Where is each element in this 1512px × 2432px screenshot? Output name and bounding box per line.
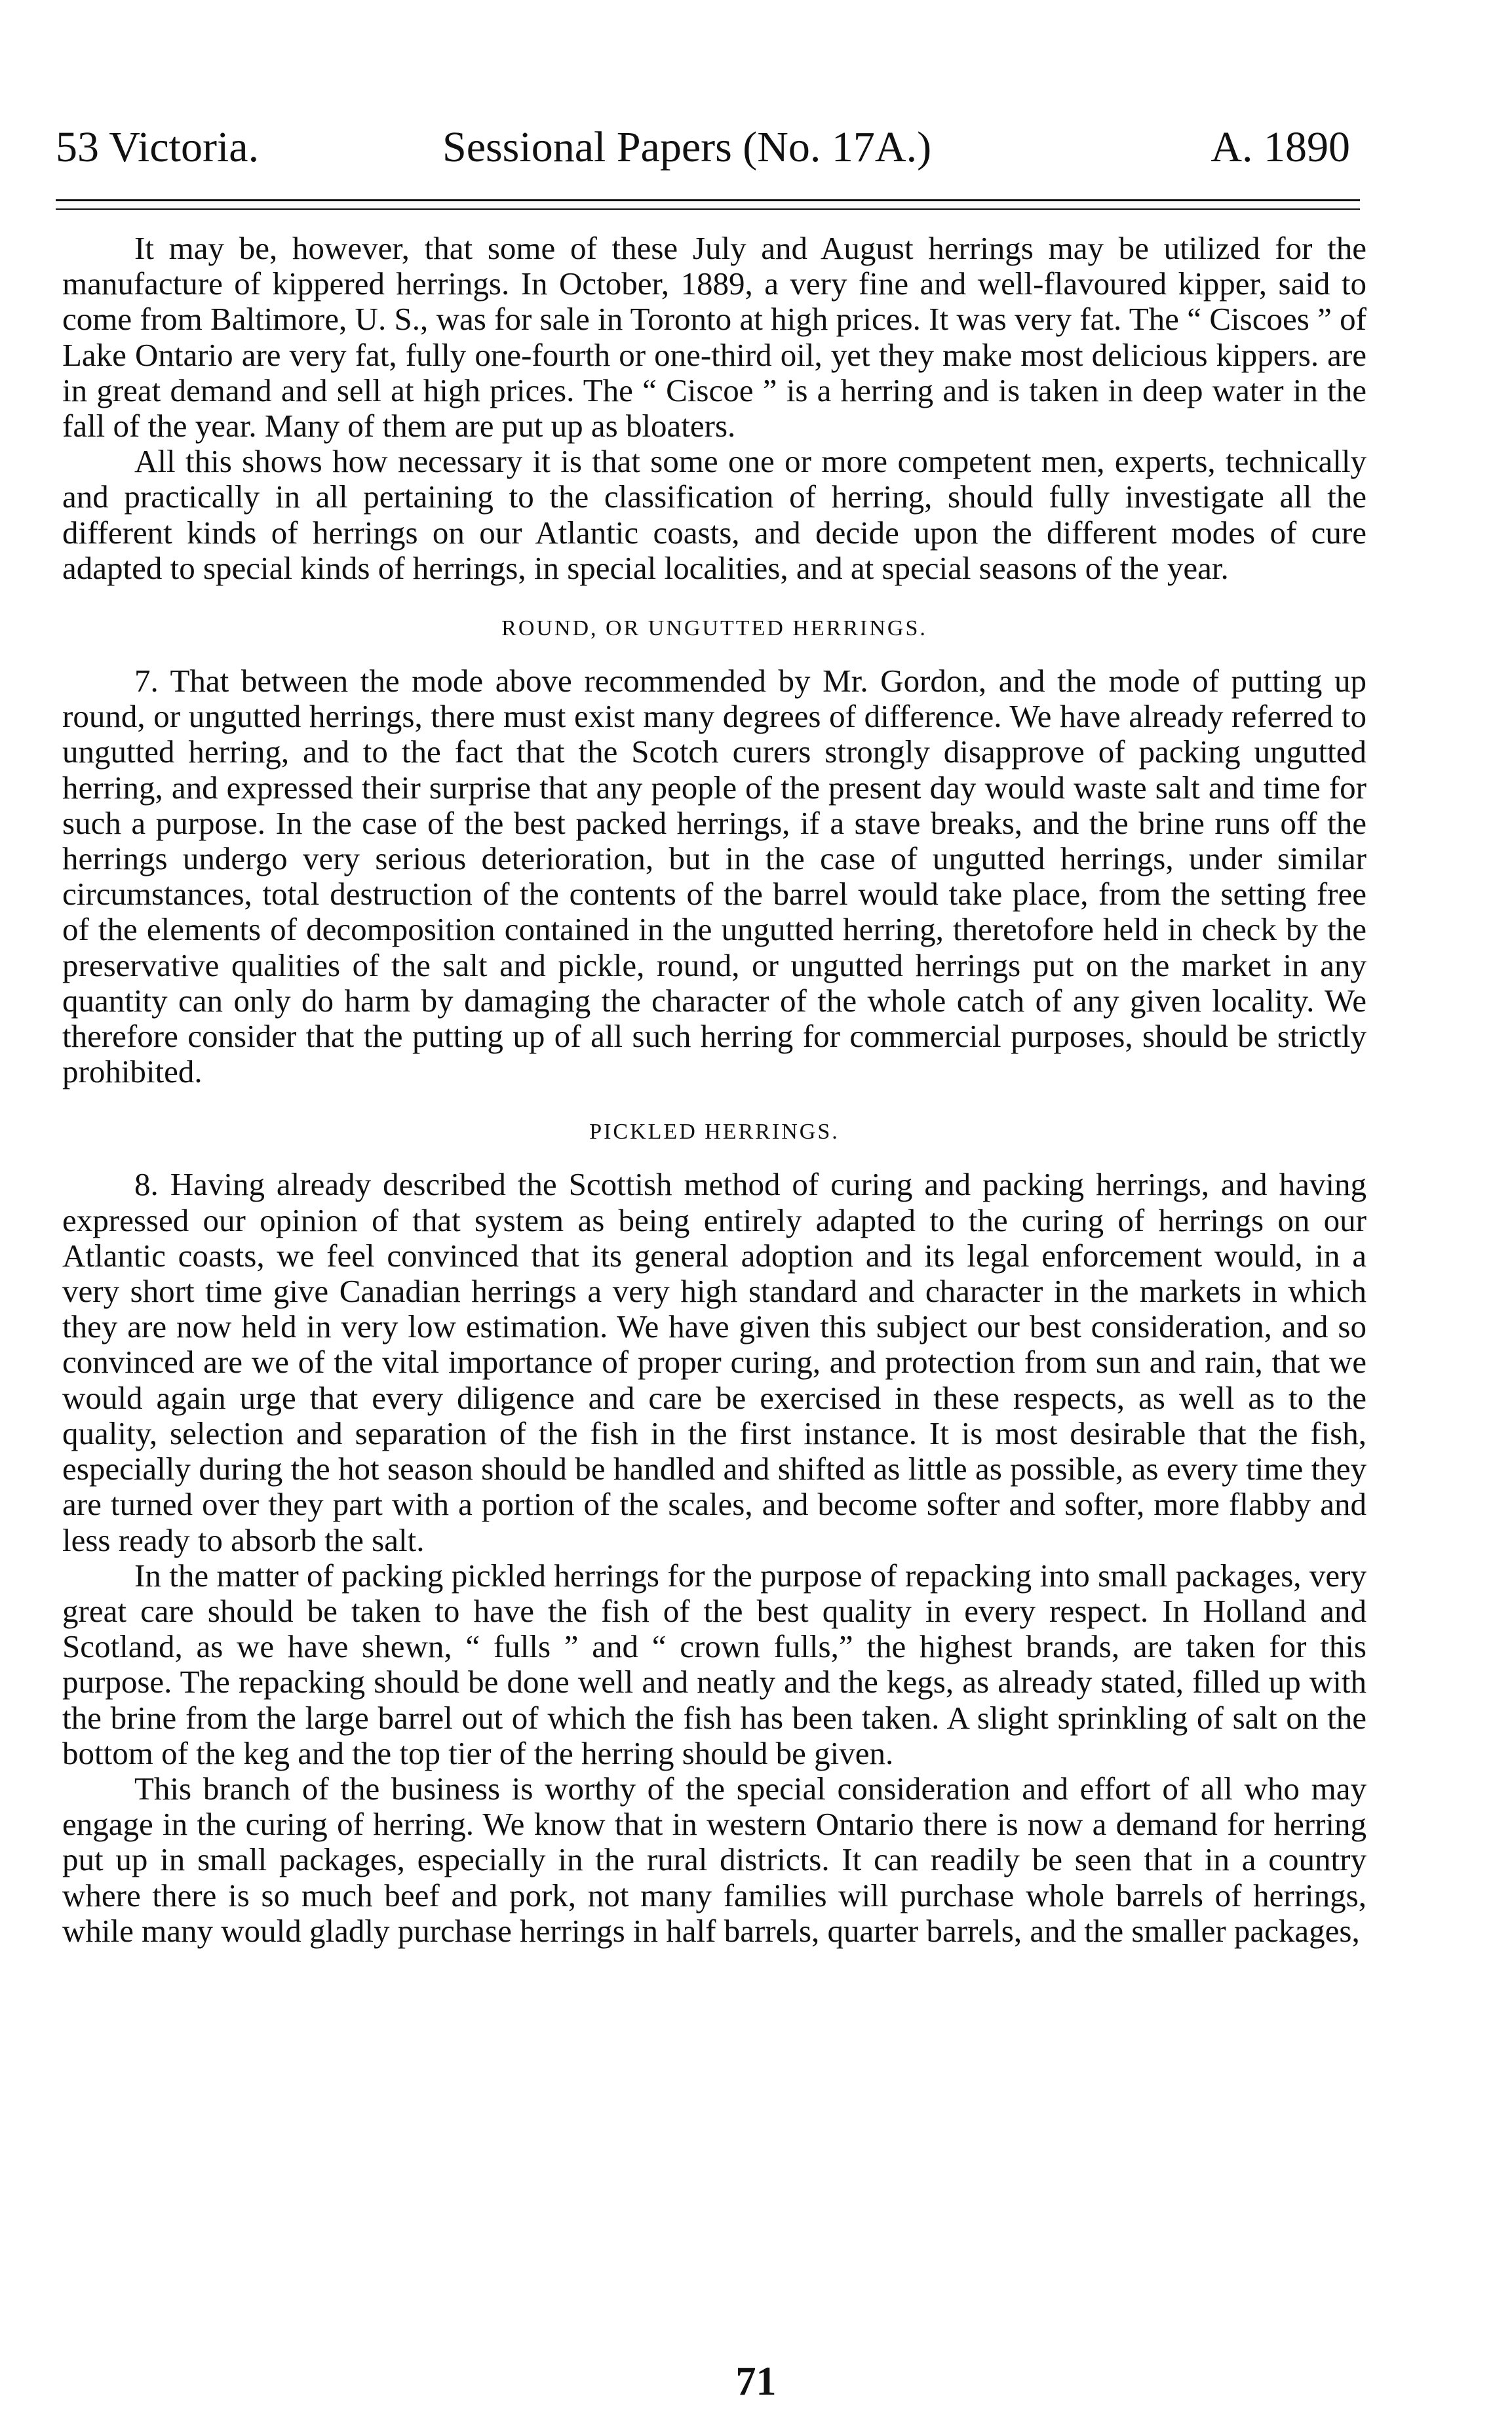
header-session: 53 Victoria.	[56, 123, 260, 171]
section-heading-pickled-herrings: PICKLED HERRINGS.	[589, 1120, 840, 1145]
paragraph-kippers: It may be, however, that some of these July and August herrings may be utilized for the manufacture of kippered herrings. In October, 1889, a very fine and well-flavoured kipper, said to come from Baltimore, U. S., was for sale in Toronto at high prices. It was very fat. The “ Ciscoes ” of Lake Ontario are very fat, fully one-fourth or one-third oil, yet they make most delicious kippers. are in great demand and sell at high prices. The “ Ciscoe ” is a herring and is taken in deep water in the fall of the year. Many of them are put up as bloaters.	[62, 230, 1367, 444]
paragraph-experts: All this shows how necessary it is that some one or more competent men, experts, technically and practically in all pertaining to the classification of herring, should fully investigate all the different kinds of herrings on our Atlantic coasts, and decide upon the different modes of cure adapted to special kinds of herrings, in special localities, and at special seasons of the year.	[62, 443, 1367, 586]
running-header	[56, 118, 1350, 177]
paragraph-repacking: In the matter of packing pickled herrings for the purpose of repacking into small packages, very great care should be taken to have the fish of the best quality in every respect. In Holland and Scotland, as we have shewn, “ fulls ” and “ crown fulls,” the highest brands, are taken for this purpose. The repacking should be done well and neatly and the kegs, as already stated, filled up with the brine from the large barrel out of which the fish has been taken. A slight sprinkling of salt on the bottom of the keg and the top tier of the herring should be given.	[62, 1557, 1367, 1771]
section-heading-round-herrings: ROUND, OR UNGUTTED HERRINGS.	[501, 616, 927, 641]
header-year: A. 1890	[1211, 123, 1350, 171]
paragraph-8-scottish-method: 8. Having already described the Scottish method of curing and packing herrings, and having expressed our opinion of that system as being entirely adapted to the curing of herrings on our Atlantic coasts, we feel convinced that its general adoption and its legal enforcement would, in a very short time give Canadian herrings a very high standard and character in the markets in which they are now held in very low estimation. We have given this subject our best consideration, and so convinced are we of the vital importance of proper curing, and protection from sun and rain, that we would again urge that every diligence and care be exercised in these respects, as well as to the quality, selection and separation of the fish in the first instance. It is most desirable that the fish, especially during the hot season should be handled and shifted as little as possible, as every time they are turned over they part with a portion of the scales, and become softer and softer, more flabby and less ready to absorb the salt.	[62, 1166, 1367, 1558]
paragraph-small-packages: This branch of the business is worthy of the special consideration and effort of all who may engage in the curing of herring. We know that in western Ontario there is now a demand for herring put up in small packages, especially in the rural districts. It can readily be seen that in a country where there is so much beef and pork, not many families will purchase whole barrels of herrings, while many would gladly purchase herrings in half barrels, quarter barrels, and the smaller packages,	[62, 1770, 1367, 1949]
header-rule-top	[56, 199, 1360, 201]
page-number: 71	[735, 2359, 777, 2404]
page-body	[62, 231, 1367, 1949]
header-sessional-papers: Sessional Papers (No. 17A.)	[442, 123, 932, 171]
header-rule-bottom	[56, 208, 1360, 210]
paragraph-7-ungutted: 7. That between the mode above recommended by Mr. Gordon, and the mode of putting up round, or ungutted herrings, there must exist many degrees of difference. We have already referred to ungutted herring, and to the fact that the Scotch curers strongly disapprove of packing ungutted herring, and expressed their surprise that any people of the present day would waste salt and time for such a purpose. In the case of the best packed herrings, if a stave breaks, and the brine runs off the herrings undergo very serious deterioration, but in the case of ungutted herrings, under similar circumstances, total destruction of the contents of the barrel would take place, from the setting free of the elements of decomposition contained in the ungutted herring, theretofore held in check by the preservative qualities of the salt and pickle, round, or ungutted herrings put on the market in any quantity can only do harm by damaging the character of the whole catch of any given locality. We therefore consider that the putting up of all such herring for commercial purposes, should be strictly prohibited.	[62, 663, 1367, 1090]
